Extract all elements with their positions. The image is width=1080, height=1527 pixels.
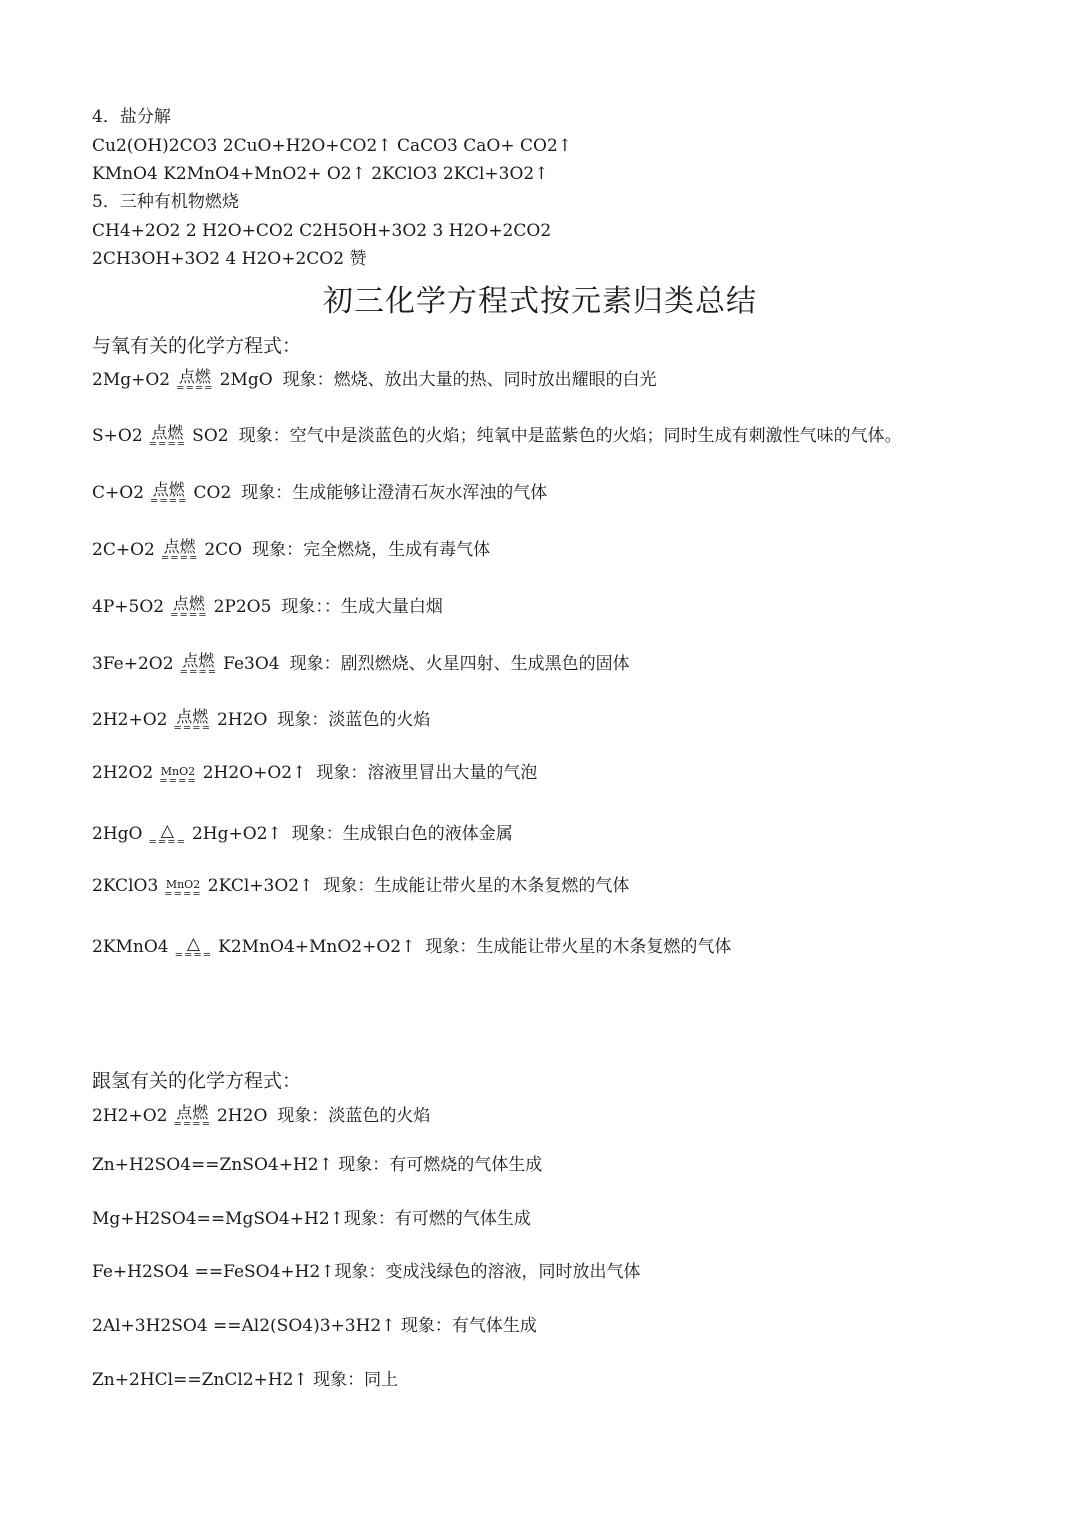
condition-label: 点燃 — [163, 537, 196, 556]
equation-reactants: 2KClO3 — [92, 876, 159, 896]
oxygen-equation-row — [92, 819, 513, 848]
reaction-condition — [170, 595, 208, 621]
intro-heading-4: 4．盐分解 — [92, 107, 171, 127]
condition-equals: ==== — [160, 553, 199, 564]
equation-products: SO2 — [192, 426, 229, 446]
equation-observation: 现象：生成银白色的液体金属 — [291, 824, 513, 844]
hydrogen-equation-line: Zn+2HCl==ZnCl2+H2↑ 现象：同上 — [92, 1370, 399, 1390]
condition-label: MnO2 — [160, 765, 196, 778]
condition-label: 点燃 — [152, 480, 185, 499]
condition-equals: ==== — [164, 889, 202, 900]
oxygen-equation-row — [92, 875, 630, 900]
condition-equals: ==== — [174, 950, 213, 961]
condition-label: MnO2 — [165, 878, 201, 891]
condition-equals: ==== — [170, 610, 208, 621]
equation-products: 2CO — [204, 540, 243, 560]
reaction-condition — [180, 652, 218, 678]
equation-reactants: 2C+O2 — [92, 540, 155, 560]
equation-reactants: 2H2+O2 — [92, 710, 168, 730]
intro-line-2: KMnO4 K2MnO4+MnO2+ O2↑ 2KClO3 2KCl+3O2↑ — [92, 164, 549, 184]
equation-reactants: C+O2 — [92, 483, 145, 503]
equation-reactants: 2Mg+O2 — [92, 370, 171, 390]
intro-line-1: Cu2(OH)2CO3 2CuO+H2O+CO2↑ CaCO3 CaO+ CO2↑ — [92, 136, 573, 156]
reaction-condition — [159, 765, 197, 787]
condition-label: △ — [186, 934, 200, 954]
condition-label: △ — [160, 821, 174, 841]
oxygen-section-heading: 与氧有关的化学方程式： — [92, 335, 302, 357]
equation-reactants: 2H2O2 — [92, 763, 154, 783]
equation-observation: 现象：淡蓝色的火焰 — [277, 1106, 431, 1126]
equation-reactants: S+O2 — [92, 426, 143, 446]
oxygen-equation-row — [92, 478, 548, 507]
intro-line-4: 2CH3OH+3O2 4 H2O+2CO2 赞 — [92, 249, 367, 269]
oxygen-equation-row — [92, 592, 443, 621]
page-title: 初三化学方程式按元素归类总结 — [323, 284, 757, 319]
reaction-condition — [164, 878, 202, 900]
condition-equals: ==== — [159, 776, 197, 787]
equation-observation: 现象：空气中是淡蓝色的火焰；纯氧中是蓝紫色的火焰；同时生成有刺激性气味的气体。 — [238, 426, 902, 446]
equation-observation: 现象：溶液里冒出大量的气泡 — [316, 763, 538, 783]
intro-line-3: CH4+2O2 2 H2O+CO2 C2H5OH+3O2 3 H2O+2CO2 — [92, 221, 552, 241]
equation-observation: 现象：淡蓝色的火焰 — [277, 710, 431, 730]
equation-observation: 现象：生成能让带火星的木条复燃的气体 — [425, 937, 732, 957]
equation-reactants: 2H2+O2 — [92, 1106, 168, 1126]
oxygen-equation-row — [92, 932, 732, 961]
hydrogen-section-heading: 跟氢有关的化学方程式： — [92, 1070, 302, 1092]
condition-equals: ==== — [148, 439, 187, 450]
reaction-condition — [150, 481, 188, 507]
hydrogen-equation-row — [92, 1101, 431, 1130]
equation-products: 2MgO — [219, 370, 273, 390]
condition-equals: ==== — [148, 837, 186, 848]
equation-products: 2H2O+O2↑ — [202, 763, 307, 783]
equation-observation: 现象：生成能够让澄清石灰水浑浊的气体 — [241, 483, 548, 503]
equation-reactants: 3Fe+2O2 — [92, 654, 174, 674]
equation-reactants: 2KMnO4 — [92, 937, 169, 957]
condition-label: 点燃 — [176, 1103, 209, 1122]
equation-products: CO2 — [193, 483, 232, 503]
reaction-condition — [148, 822, 186, 848]
equation-observation: 现象：剧烈燃烧、火星四射、生成黑色的固体 — [289, 654, 630, 674]
hydrogen-equation-line: Fe+H2SO4 ==FeSO4+H2↑现象：变成浅绿色的溶液，同时放出气体 — [92, 1262, 641, 1282]
oxygen-equation-row — [92, 365, 657, 394]
reaction-condition — [161, 538, 199, 564]
condition-equals: ==== — [150, 496, 188, 507]
hydrogen-equation-line: Zn+H2SO4==ZnSO4+H2↑ 现象：有可燃烧的气体生成 — [92, 1155, 543, 1175]
condition-equals: ==== — [173, 723, 211, 734]
equation-products: 2KCl+3O2↑ — [207, 876, 314, 896]
reaction-condition — [175, 935, 213, 961]
equation-reactants: 4P+5O2 — [92, 597, 165, 617]
oxygen-equation-row — [92, 421, 902, 450]
reaction-condition — [173, 708, 211, 734]
equation-products: 2Hg+O2↑ — [191, 824, 282, 844]
equation-observation: 现象：生成能让带火星的木条复燃的气体 — [323, 876, 630, 896]
equation-products: K2MnO4+MnO2+O2↑ — [218, 937, 416, 957]
equation-observation: 现象：：生成大量白烟 — [281, 597, 443, 617]
oxygen-equation-row — [92, 535, 491, 564]
condition-equals: ==== — [173, 1119, 211, 1130]
condition-label: 点燃 — [172, 594, 205, 613]
equation-products: Fe3O4 — [223, 654, 280, 674]
condition-label: 点燃 — [151, 423, 184, 442]
oxygen-equation-row — [92, 649, 630, 678]
condition-label: 点燃 — [178, 367, 211, 386]
oxygen-equation-row — [92, 705, 431, 734]
hydrogen-equation-line: Mg+H2SO4==MgSO4+H2↑现象：有可燃的气体生成 — [92, 1209, 531, 1229]
reaction-condition — [149, 424, 187, 450]
reaction-condition — [176, 368, 214, 394]
equation-reactants: 2HgO — [92, 824, 143, 844]
hydrogen-equation-line: 2Al+3H2SO4 ==Al2(SO4)3+3H2↑ 现象：有气体生成 — [92, 1316, 537, 1336]
condition-equals: ==== — [176, 383, 214, 394]
condition-label: 点燃 — [176, 707, 209, 726]
equation-observation: 现象：燃烧、放出大量的热、同时放出耀眼的白光 — [282, 370, 657, 390]
intro-heading-5: 5．三种有机物燃烧 — [92, 192, 239, 212]
equation-products: 2P2O5 — [213, 597, 272, 617]
oxygen-equation-row — [92, 762, 538, 787]
reaction-condition — [173, 1104, 211, 1130]
condition-label: 点燃 — [182, 651, 215, 670]
equation-products: 2H2O — [216, 1106, 268, 1126]
equation-observation: 现象：完全燃烧，生成有毒气体 — [252, 540, 491, 560]
condition-equals: ==== — [179, 667, 218, 678]
equation-products: 2H2O — [216, 710, 268, 730]
